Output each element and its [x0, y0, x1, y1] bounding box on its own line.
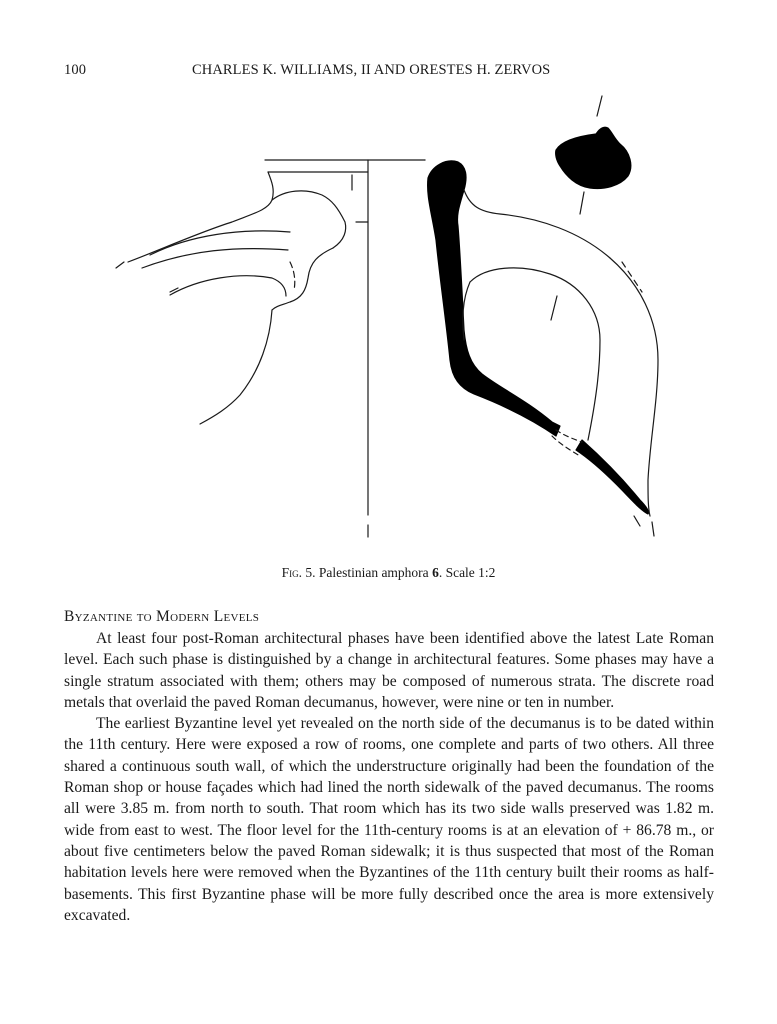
profile-break-dashes [556, 430, 582, 442]
exterior-handle-lower [272, 248, 333, 310]
running-head [64, 62, 714, 82]
profile-section [428, 161, 560, 436]
paragraph-1: At least four post-Roman architectural phases have been identified above the latest Late Roman level. Each such phase is distinguished by a change in architectural features. Some phases may have a single stratum associated with them; others may be composed of numerous strata. The discrete road metals that overlaid the paved Roman decumanus, however, were nine or ten in number. [64, 630, 714, 711]
exterior-tick-1 [116, 262, 124, 268]
amphora-drawing [0, 80, 777, 550]
exterior-curve-2 [142, 249, 288, 268]
interior-rim-curve [464, 190, 610, 258]
exterior-curve-3 [170, 276, 286, 296]
exterior-body-line [200, 310, 272, 424]
caption-number: 6 [432, 565, 439, 580]
paragraph-2: The earliest Byzantine level yet revealed on the north side of the decumanus is to be dated within the 11th century. Here were exposed a row of rooms, one complete and parts of two others. All three shared a continuous south wall, of which the understructure originally had been the foundation of the Roman shop or house façades which had lined the north sidewalk of the paved decumanus. The rooms all were 3.85 m. from north to south. That room which has its two side walls preserved was 1.82 m. wide from east to west. The floor level for the 11th-century rooms is at an elevation of + 86.78 m., or about five centimeters below the paved Roman sidewalk; it is thus suspected that most of the Roman habitation levels here were removed when the Byzantines of the 11th century built their rooms as halfbasements. This first Byzantine phase will be more fully described once the area is more extensively excavated. [64, 715, 714, 924]
body-text [64, 628, 714, 926]
figure-caption [0, 565, 777, 581]
exterior-curve-1 [150, 231, 290, 255]
section-heading: Byzantine to Modern Levels [64, 608, 260, 625]
exterior-handle-inner [272, 191, 346, 248]
outer-profile-dash [622, 262, 642, 292]
foot-tick-1 [634, 516, 640, 526]
profile-section-lower [576, 440, 649, 514]
handle-tick-top [597, 96, 602, 116]
running-head-authors: CHARLES K. WILLIAMS, II AND ORESTES H. ZERVOS [192, 62, 551, 78]
caption-prefix: Fig. 5. [281, 565, 316, 580]
foot-tick-2 [652, 522, 654, 536]
exterior-handle-break [290, 262, 295, 290]
profile-break-dashes-2 [552, 436, 580, 456]
handle-tick-bottom [580, 192, 584, 214]
interior-tick [551, 296, 557, 320]
handle-section [556, 127, 631, 188]
caption-scale: . Scale 1:2 [438, 565, 496, 580]
page-number: 100 [64, 62, 87, 78]
caption-text: Palestinian amphora [318, 565, 429, 580]
